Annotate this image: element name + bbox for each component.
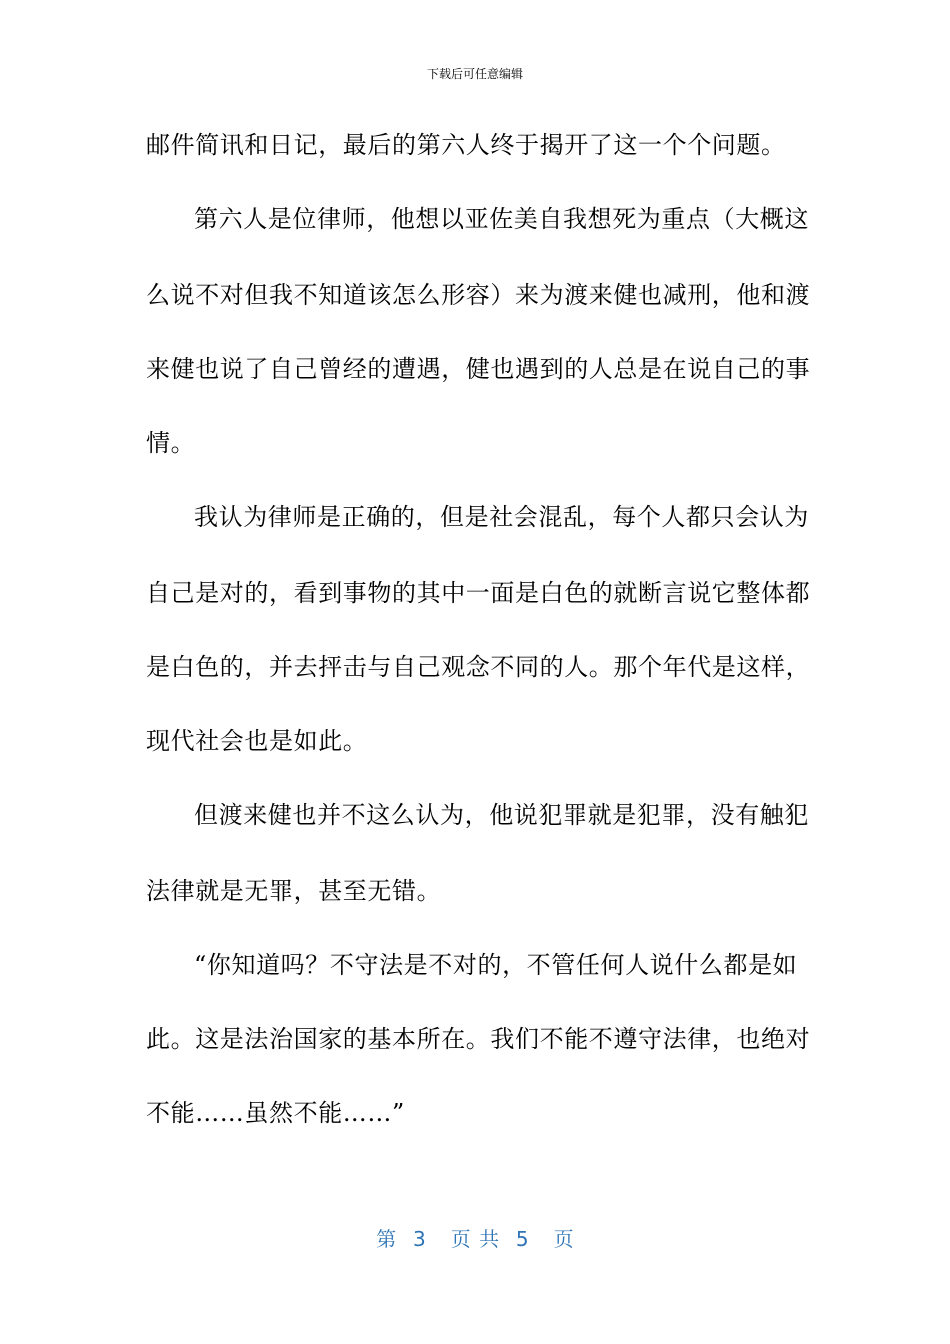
text-line: 来健也说了自己曾经的遭遇，健也遇到的人总是在说自己的事 bbox=[146, 355, 811, 383]
text-line: 情。 bbox=[146, 429, 196, 457]
text-line: 邮件简讯和日记，最后的第六人终于揭开了这一个个问题。 bbox=[146, 131, 786, 159]
text-line: 么说不对但我不知道该怎么形容）来为渡来健也减刑，他和渡 bbox=[146, 281, 811, 309]
paragraph-start-line: “你知道吗？不守法是不对的，不管任何人说什么都是如 bbox=[194, 951, 798, 979]
page-footer bbox=[0, 1226, 950, 1252]
text-line: 法律就是无罪，甚至无错。 bbox=[146, 877, 442, 905]
paragraph-start-line: 第六人是位律师，他想以亚佐美自我想死为重点（大概这 bbox=[194, 205, 809, 233]
paragraph-start-line: 但渡来健也并不这么认为，他说犯罪就是犯罪，没有触犯 bbox=[194, 801, 809, 829]
text-line: 不能……虽然不能……” bbox=[146, 1099, 405, 1127]
paragraph-start-line: 我认为律师是正确的，但是社会混乱，每个人都只会认为 bbox=[194, 503, 809, 531]
text-line: 此。这是法治国家的基本所在。我们不能不遵守法律，也绝对 bbox=[146, 1025, 811, 1053]
page-number: 第 3 页 共 5 页 bbox=[376, 1227, 574, 1251]
page-header: 下载后可任意编辑 bbox=[426, 67, 523, 81]
text-line: 现代社会也是如此。 bbox=[146, 727, 368, 755]
text-line: 是白色的，并去抨击与自己观念不同的人。那个年代是这样， bbox=[146, 653, 811, 681]
text-line: 自己是对的，看到事物的其中一面是白色的就断言说它整体都 bbox=[146, 579, 811, 607]
